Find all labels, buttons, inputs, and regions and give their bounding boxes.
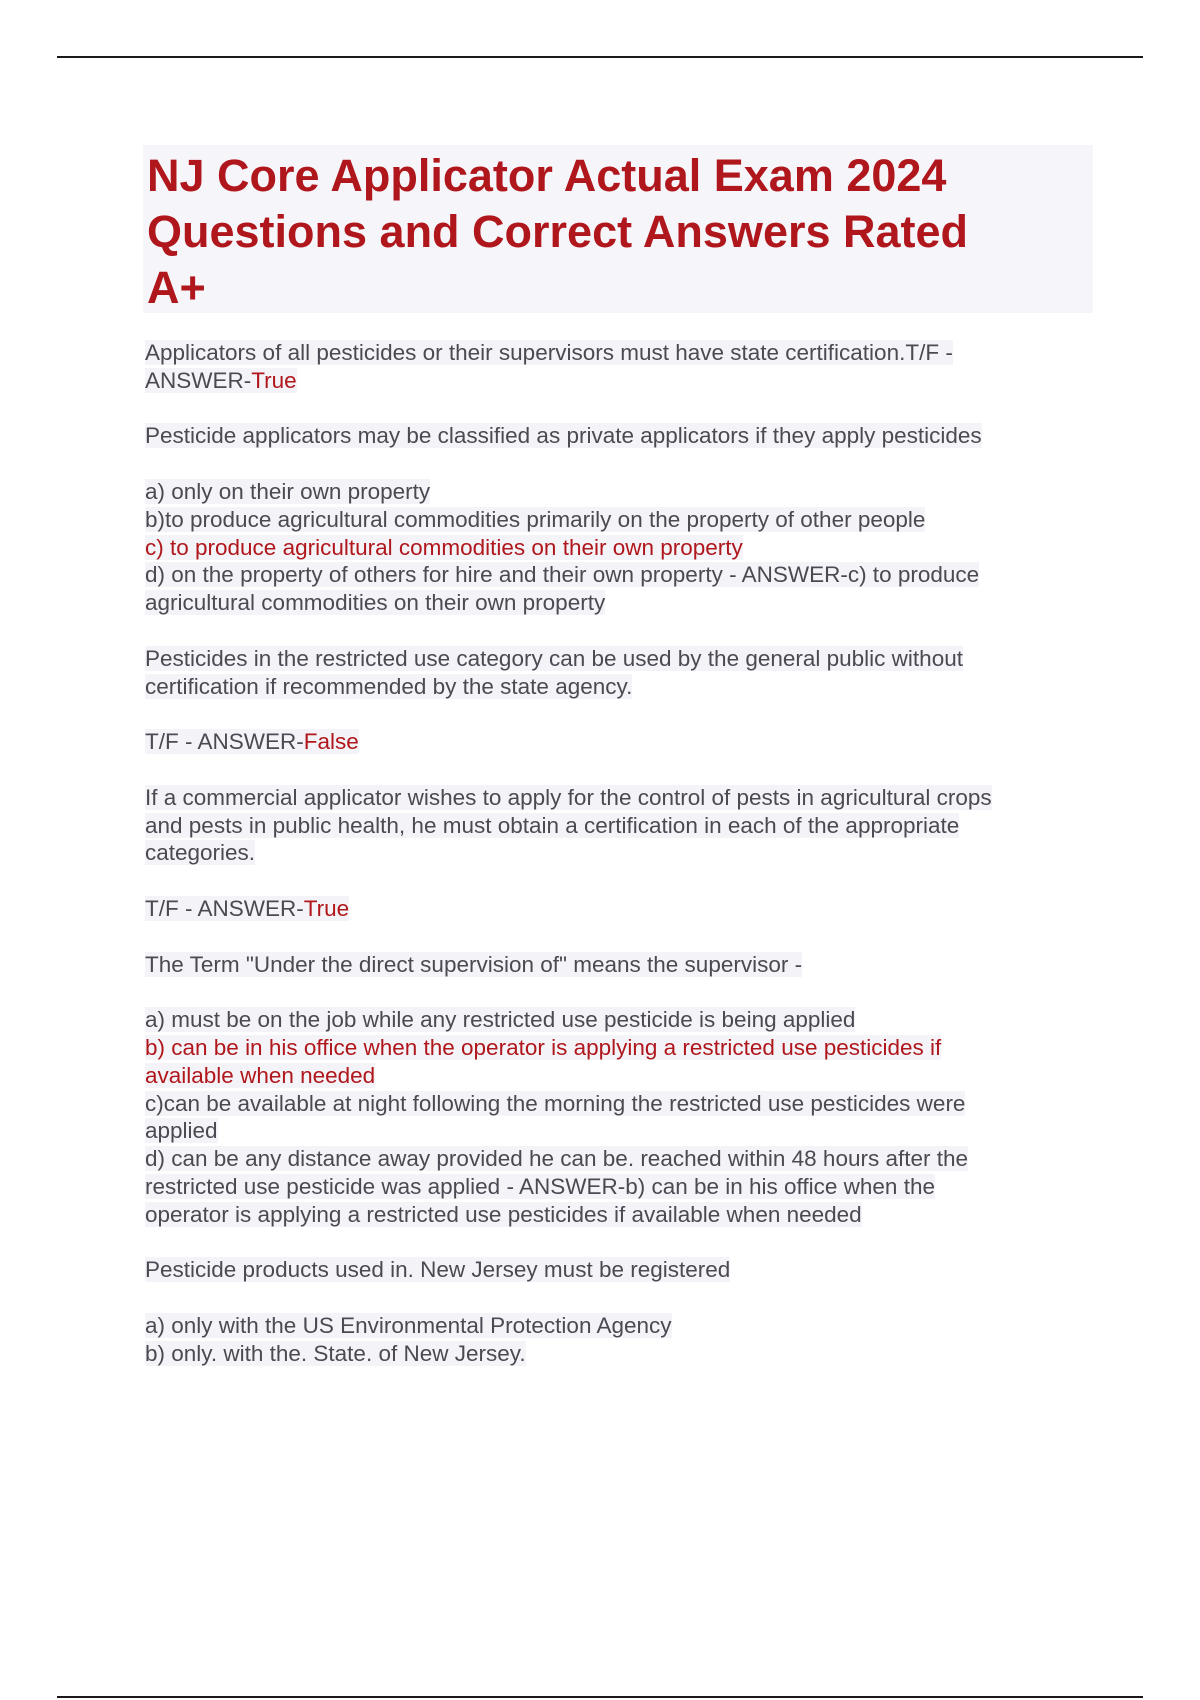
footer-rule <box>57 1696 1143 1698</box>
correct-option: b) can be in his office when the operator is applying a restricted use pesticides if <box>145 1034 942 1060</box>
question-block <box>145 645 1090 756</box>
question-text: Applicators of all pesticides or their supervisors must have state certification.T/F - <box>145 340 953 365</box>
correct-option: c) to produce agricultural commodities on their own property <box>145 534 743 560</box>
correct-option: available when needed <box>145 1062 376 1088</box>
document-body <box>145 339 1090 1367</box>
answer-option: applied <box>145 1118 218 1144</box>
document-title <box>147 148 1089 316</box>
title-line: NJ Core Applicator Actual Exam 2024 <box>147 150 947 201</box>
title-line: A+ <box>147 262 206 313</box>
answer-option: b)to produce agricultural commodities primarily on the property of other people <box>145 506 926 532</box>
answer-option: a) only on their own property <box>145 478 431 504</box>
question-text: certification if recommended by the state agency. <box>145 673 633 699</box>
answer-value: True <box>303 895 350 921</box>
answer-value: True <box>251 367 297 393</box>
question-text: and pests in public health, he must obtain a certification in each of the appropriate <box>145 812 960 838</box>
question-text: Pesticide products used in. New Jersey must be registered <box>145 1257 731 1283</box>
header-rule <box>57 56 1143 58</box>
answer-option: a) must be on the job while any restricted use pesticide is being applied <box>145 1007 856 1033</box>
question-text: Pesticide applicators may be classified as private applicators if they apply pesticides <box>145 423 982 449</box>
title-block <box>143 145 1093 313</box>
answer-option: operator is applying a restricted use pesticides if available when needed <box>145 1201 862 1227</box>
answer-option: d) on the property of others for hire and their own property - ANSWER-c) to produce <box>145 562 980 588</box>
answer-value: False <box>303 729 359 755</box>
question-text: If a commercial applicator wishes to apply for the control of pests in agricultural crops <box>145 784 992 810</box>
question-block <box>145 422 1090 617</box>
answer-prefix: T/F - ANSWER- <box>145 729 304 755</box>
title-line: Questions and Correct Answers Rated <box>147 206 969 257</box>
question-text: The Term "Under the direct supervision of" means the supervisor - <box>145 951 803 977</box>
question-block <box>145 339 1090 395</box>
question-block <box>145 784 1090 923</box>
answer-prefix: T/F - ANSWER- <box>145 895 304 921</box>
question-block <box>145 1256 1090 1367</box>
question-block <box>145 951 1090 1229</box>
answer-option: agricultural commodities on their own property <box>145 590 606 616</box>
answer-option: b) only. with the. State. of New Jersey. <box>145 1340 526 1366</box>
answer-option: a) only with the US Environmental Protection Agency <box>145 1312 672 1338</box>
answer-option: c)can be available at night following the morning the restricted use pesticides were <box>145 1090 966 1116</box>
answer-option: restricted use pesticide was applied - ANSWER-b) can be in his office when the <box>145 1173 935 1199</box>
answer-option: d) can be any distance away provided he can be. reached within 48 hours after the <box>145 1146 969 1172</box>
question-text: categories. <box>145 840 256 866</box>
answer-prefix: ANSWER- <box>145 367 252 393</box>
question-text: Pesticides in the restricted use category can be used by the general public without <box>145 645 963 671</box>
